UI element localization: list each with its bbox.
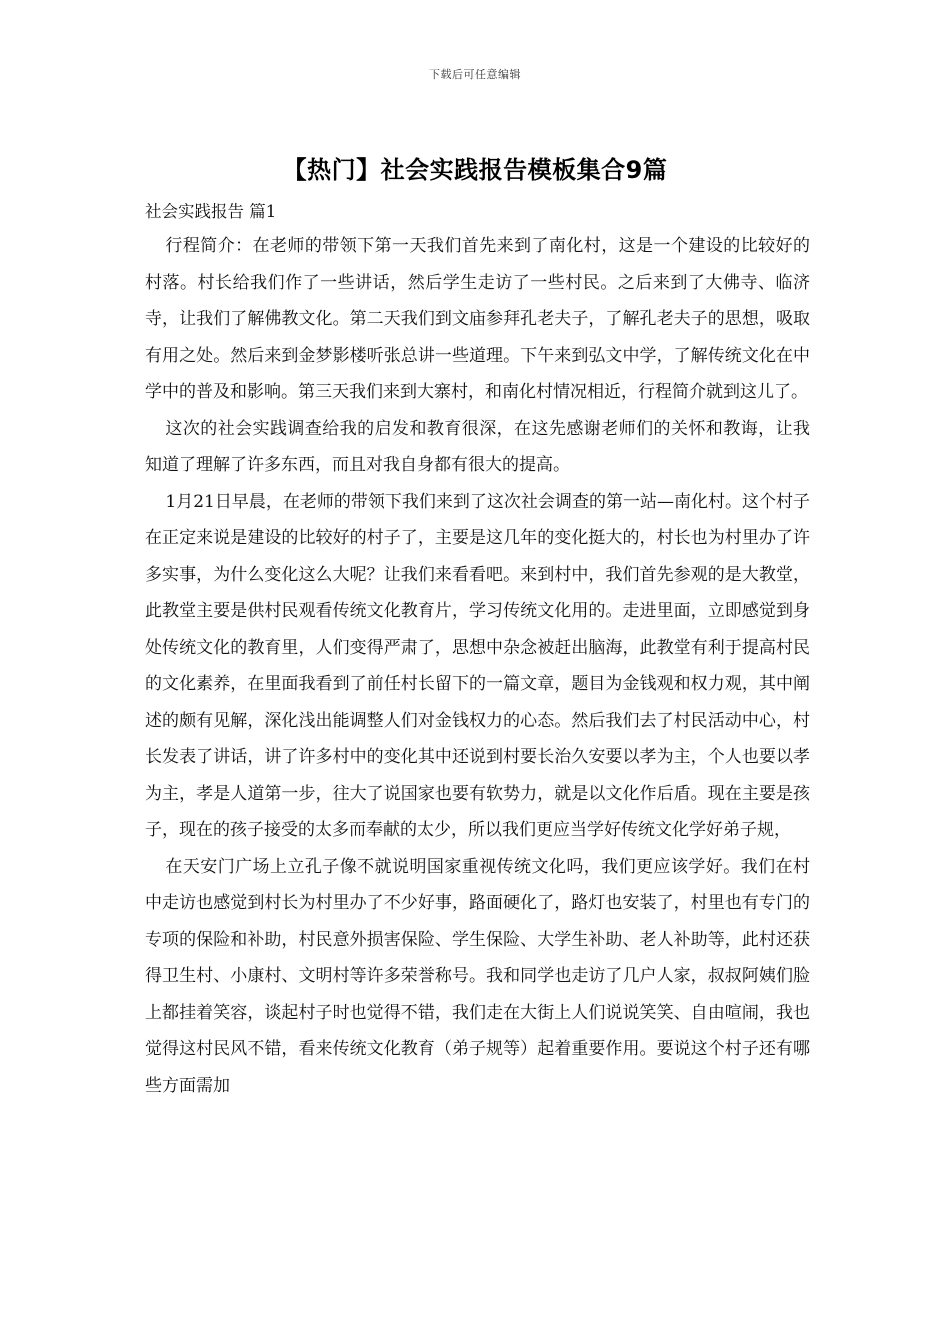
header-note: 下载后可任意编辑 bbox=[429, 68, 521, 81]
section-heading: 社会实践报告 篇1 bbox=[145, 202, 277, 221]
document-title: 【热门】社会实践报告模板集合9篇 bbox=[282, 156, 668, 184]
paragraph-reflection: 这次的社会实践调查给我的启发和教育很深，在这先感谢老师们的关怀和教诲，让我知道了理解了许多东西，而且对我自身都有很大的提高。 bbox=[145, 418, 810, 475]
paragraph-first-stop: 1月21日早晨，在老师的带领下我们来到了这次社会调查的第一站—南化村。这个村子在正定来说是建设的比较好的村子了，主要是这几年的变化挺大的，村长也为村里办了许多实事，为什么变化这么大呢？让我们来看看吧。来到村中，我们首先参观的是大教堂，此教堂主要是供村民观看传统文化教育片，学习传统文化用的。走进里面，立即感觉到身处传统文化的教育里，人们变得严肃了，思想中杂念被赶出脑海，此教堂有利于提高村民的文化素养，在里面我看到了前任村长留下的一篇文章，题目为金钱观和权力观，其中阐述的颇有见解，深化浅出能调整人们对金钱权力的心态。然后我们去了村民活动中心，村长发表了讲话，讲了许多村中的变化其中还说到村要长治久安要以孝为主，个人也要以孝为主，孝是人道第一步，往大了说国家也要有软势力，就是以文化作后盾。现在主要是孩子，现在的孩子接受的太多而奉献的太少，所以我们更应当学好传统文化学好弟子规， bbox=[145, 491, 810, 840]
paragraph-village-visit: 在天安门广场上立孔子像不就说明国家重视传统文化吗，我们更应该学好。我们在村中走访也感觉到村长为村里办了不少好事，路面硬化了，路灯也安装了，村里也有专门的专项的保险和补助，村民意外损害保险、学生保险、大学生补助、老人补助等，此村还获得卫生村、小康村、文明村等许多荣誉称号。我和同学也走访了几户人家，叔叔阿姨们脸上都挂着笑容，谈起村子时也觉得不错，我们走在大街上人们说说笑笑、自由喧闹，我也觉得这村民风不错，看来传统文化教育（弟子规等）起着重要作用。要说这个村子还有哪些方面需加 bbox=[145, 856, 810, 1096]
document-body bbox=[145, 196, 810, 1104]
paragraph-itinerary: 行程简介：在老师的带领下第一天我们首先来到了南化村，这是一个建设的比较好的村落。村长给我们作了一些讲话，然后学生走访了一些村民。之后来到了大佛寺、临济寺，让我们了解佛教文化。第二天我们到文庙参拜孔老夫子，了解孔老夫子的思想，吸取有用之处。然后来到金梦影楼听张总讲一些道理。下午来到弘文中学，了解传统文化在中学中的普及和影响。第三天我们来到大寨村，和南化村情况相近，行程简介就到这儿了。 bbox=[145, 236, 810, 402]
